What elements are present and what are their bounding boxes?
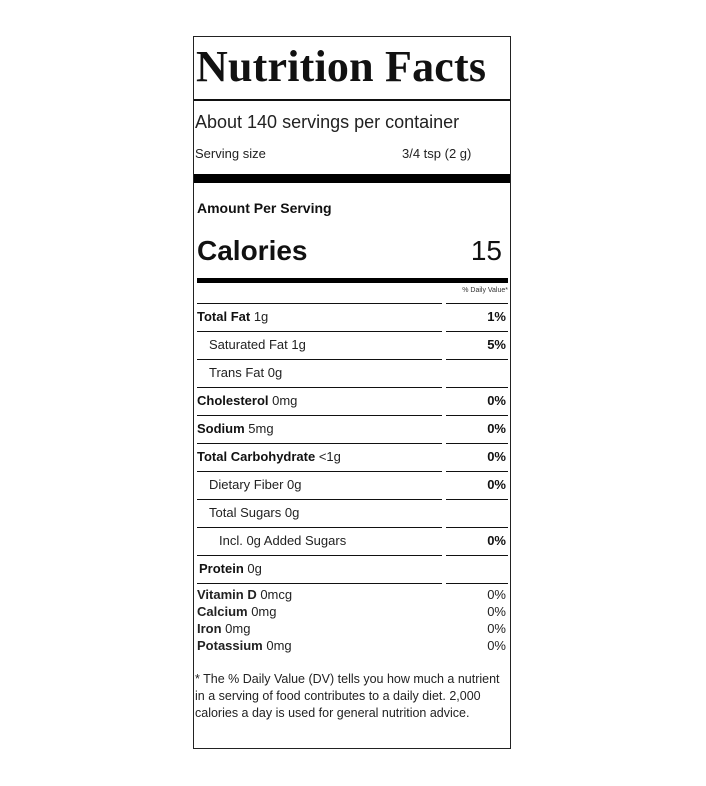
nutrient-daily-value: 0% [487, 477, 506, 492]
vitamin-daily-value: 0% [487, 638, 506, 653]
nutrient-name-bold: Protein [199, 561, 244, 576]
vitamin-row [197, 638, 508, 655]
vitamin-name: Vitamin D [197, 587, 257, 602]
nutrient-name-text: Trans Fat 0g [209, 365, 283, 380]
nutrient-daily-value: 0% [487, 533, 506, 548]
vitamin-amount: 0mg [247, 604, 277, 619]
vitamin-row [197, 604, 508, 621]
nutrient-name [197, 421, 274, 436]
vitamin-name: Iron [197, 621, 222, 636]
nutrient-name [197, 393, 297, 408]
serving-divider [194, 174, 510, 183]
nutrient-row [197, 388, 508, 416]
nutrient-daily-value: 0% [487, 449, 506, 464]
nutrient-name-bold: Sodium [197, 421, 245, 436]
nutrient-name-bold: Total Fat [197, 309, 251, 324]
nutrient-row [197, 472, 508, 500]
row-divider-left [197, 583, 442, 584]
nutrient-name [209, 505, 299, 520]
nutrient-amount: <1g [315, 449, 341, 464]
nutrition-facts-label [193, 36, 511, 749]
nutrient-row [197, 416, 508, 444]
nutrient-row [197, 360, 508, 388]
vitamin-name: Potassium [197, 638, 263, 653]
calories-value: 15 [470, 235, 502, 266]
vitamin-amount: 0mg [221, 621, 251, 636]
nutrient-name [209, 337, 306, 352]
nutrient-name [219, 533, 346, 548]
header-rule-row [197, 276, 508, 304]
nutrient-row [197, 444, 508, 472]
vitamin-amount: 0mcg [256, 587, 293, 602]
vitamin-daily-value: 0% [487, 604, 506, 619]
nutrient-row [197, 332, 508, 360]
vitamin-daily-value: 0% [487, 621, 506, 636]
nutrient-daily-value: 5% [487, 337, 506, 352]
vitamin-name: Calcium [197, 604, 248, 619]
serving-size-value: 3/4 tsp (2 g) [402, 146, 472, 161]
nutrient-row [197, 528, 508, 556]
nutrient-name-text: Dietary Fiber 0g [209, 477, 302, 492]
label-title: Nutrition Facts [196, 42, 487, 91]
daily-value-header: % Daily Value* [462, 287, 508, 294]
nutrient-row [197, 304, 508, 332]
nutrient-name [209, 365, 282, 380]
nutrient-amount: 5mg [244, 421, 274, 436]
serving-size-label: Serving size [195, 146, 266, 161]
title-divider [194, 99, 510, 101]
nutrient-name-bold: Total Carbohydrate [197, 449, 316, 464]
nutrient-amount: 1g [250, 309, 269, 324]
nutrient-daily-value: 1% [487, 309, 506, 324]
vitamin-amount: 0mg [262, 638, 292, 653]
nutrient-name-text: Incl. 0g Added Sugars [219, 533, 347, 548]
nutrient-name [197, 309, 268, 324]
nutrient-name-bold: Cholesterol [197, 393, 269, 408]
vitamin-row [197, 587, 508, 604]
row-divider-right [446, 583, 508, 584]
nutrient-name [197, 449, 341, 464]
vitamin-row [197, 621, 508, 638]
nutrient-daily-value: 0% [487, 421, 506, 436]
nutrient-amount: 0g [243, 561, 262, 576]
nutrient-daily-value: 0% [487, 393, 506, 408]
nutrient-row [197, 556, 508, 584]
daily-value-footnote: * The % Daily Value (DV) tells you how much a nutrient in a serving of food contributes to a daily diet. 2,000 calories a day is used for general nutrition advice. [195, 672, 500, 720]
amount-per-serving: Amount Per Serving [197, 200, 332, 216]
nutrient-name [209, 477, 301, 492]
nutrient-name-text: Saturated Fat 1g [209, 337, 306, 352]
nutrient-amount: 0mg [268, 393, 298, 408]
nutrient-name [199, 561, 262, 576]
vitamin-daily-value: 0% [487, 587, 506, 602]
nutrient-row [197, 500, 508, 528]
calories-label: Calories [197, 235, 308, 266]
nutrient-name-text: Total Sugars 0g [209, 505, 300, 520]
servings-per-container: About 140 servings per container [195, 112, 460, 132]
